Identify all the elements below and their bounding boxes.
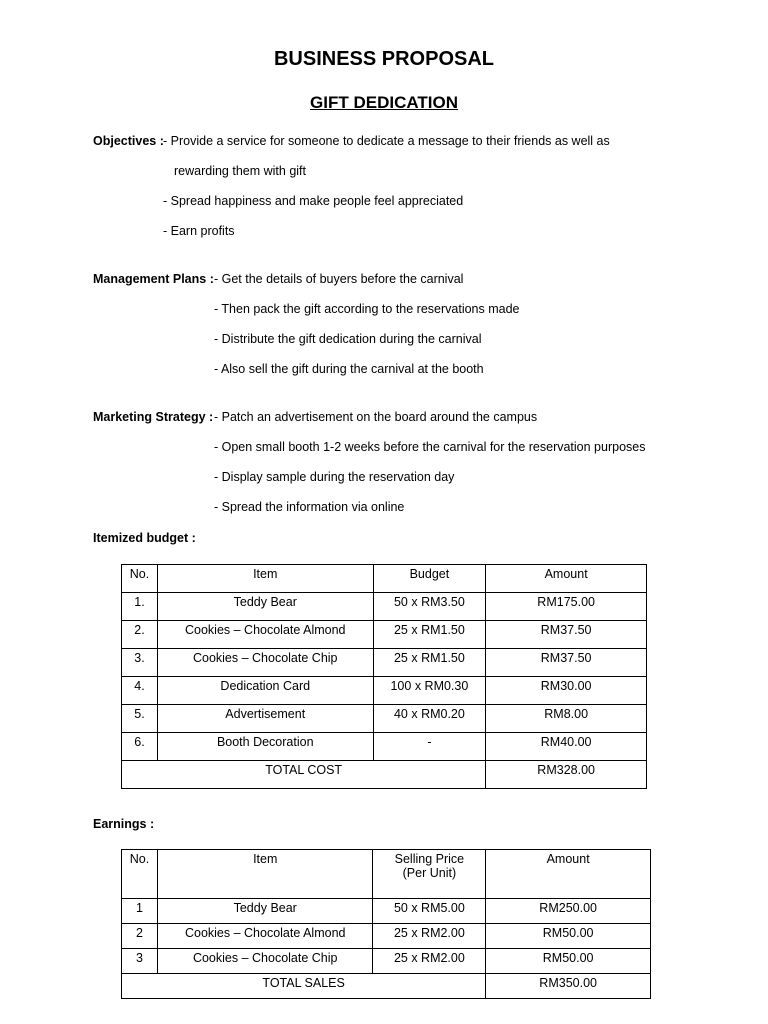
cell-price: 50 x RM5.00: [373, 899, 486, 924]
marketing-line: - Display sample during the reservation day: [214, 470, 455, 484]
table-header-row: [122, 850, 651, 899]
header-cell: Selling Price (Per Unit): [373, 850, 486, 899]
table-row: [122, 649, 647, 677]
budget-label: Itemized budget :: [93, 531, 196, 545]
total-cost-value: RM328.00: [486, 761, 647, 789]
page-title: BUSINESS PROPOSAL: [273, 48, 495, 70]
cell-item: Teddy Bear: [157, 593, 373, 621]
total-sales-value: RM350.00: [486, 974, 651, 999]
cell-budget: -: [373, 733, 486, 761]
budget-table: [121, 564, 647, 789]
marketing-label: Marketing Strategy :: [93, 410, 214, 424]
cell-no: 5.: [122, 705, 158, 733]
cell-no: 1.: [122, 593, 158, 621]
table-row: [122, 593, 647, 621]
objectives-line: - Spread happiness and make people feel appreciated: [163, 194, 464, 208]
cell-no: 3: [122, 949, 158, 974]
cell-item: Advertisement: [157, 705, 373, 733]
marketing-line: - Spread the information via online: [214, 500, 405, 514]
cell-amount: RM50.00: [486, 949, 651, 974]
cell-no: 3.: [122, 649, 158, 677]
header-cell: Item: [157, 565, 373, 593]
header-cell: Amount: [486, 850, 651, 899]
cell-price: 25 x RM2.00: [373, 949, 486, 974]
cell-price: 25 x RM2.00: [373, 924, 486, 949]
cell-item: Cookies – Chocolate Chip: [157, 649, 373, 677]
total-sales-label: TOTAL SALES: [122, 974, 486, 999]
header-cell: Amount: [486, 565, 647, 593]
cell-item: Cookies – Chocolate Almond: [157, 924, 373, 949]
cell-amount: RM30.00: [486, 677, 647, 705]
cell-amount: RM250.00: [486, 899, 651, 924]
cell-amount: RM37.50: [486, 649, 647, 677]
objectives-label: Objectives :: [93, 134, 164, 148]
table-total-row: [122, 974, 651, 999]
cell-amount: RM8.00: [486, 705, 647, 733]
cell-amount: RM37.50: [486, 621, 647, 649]
objectives-line: - Provide a service for someone to dedicate a message to their friends as well as: [163, 134, 610, 148]
earnings-table: [121, 849, 651, 999]
page-subtitle: GIFT DEDICATION: [310, 93, 458, 112]
table-row: [122, 924, 651, 949]
cell-amount: RM175.00: [486, 593, 647, 621]
cell-no: 1: [122, 899, 158, 924]
table-row: [122, 677, 647, 705]
cell-item: Cookies – Chocolate Chip: [157, 949, 373, 974]
cell-item: Dedication Card: [157, 677, 373, 705]
table-row: [122, 899, 651, 924]
marketing-line: - Open small booth 1-2 weeks before the carnival for the reservation purposes: [214, 440, 646, 454]
cell-budget: 25 x RM1.50: [373, 621, 486, 649]
management-line: - Get the details of buyers before the carnival: [214, 272, 464, 286]
cell-no: 2.: [122, 621, 158, 649]
cell-no: 4.: [122, 677, 158, 705]
objectives-line: - Earn profits: [163, 224, 235, 238]
management-line: - Distribute the gift dedication during the carnival: [214, 332, 482, 346]
cell-budget: 40 x RM0.20: [373, 705, 486, 733]
total-cost-label: TOTAL COST: [122, 761, 486, 789]
objectives-line: rewarding them with gift: [174, 164, 307, 178]
cell-budget: 25 x RM1.50: [373, 649, 486, 677]
table-row: [122, 705, 647, 733]
table-header-row: [122, 565, 647, 593]
cell-no: 2: [122, 924, 158, 949]
cell-budget: 100 x RM0.30: [373, 677, 486, 705]
cell-no: 6.: [122, 733, 158, 761]
header-cell: No.: [122, 850, 158, 899]
header-cell: No.: [122, 565, 158, 593]
header-cell: Budget: [373, 565, 486, 593]
table-row: [122, 733, 647, 761]
table-row: [122, 621, 647, 649]
management-line: - Also sell the gift during the carnival at the booth: [214, 362, 484, 376]
table-row: [122, 949, 651, 974]
cell-item: Teddy Bear: [157, 899, 373, 924]
management-line: - Then pack the gift according to the reservations made: [214, 302, 520, 316]
management-label: Management Plans :: [93, 272, 214, 286]
earnings-label: Earnings :: [93, 817, 155, 831]
cell-item: Booth Decoration: [157, 733, 373, 761]
table-total-row: [122, 761, 647, 789]
cell-amount: RM50.00: [486, 924, 651, 949]
cell-amount: RM40.00: [486, 733, 647, 761]
marketing-line: - Patch an advertisement on the board around the campus: [214, 410, 538, 424]
cell-item: Cookies – Chocolate Almond: [157, 621, 373, 649]
cell-budget: 50 x RM3.50: [373, 593, 486, 621]
header-cell: Item: [157, 850, 373, 899]
